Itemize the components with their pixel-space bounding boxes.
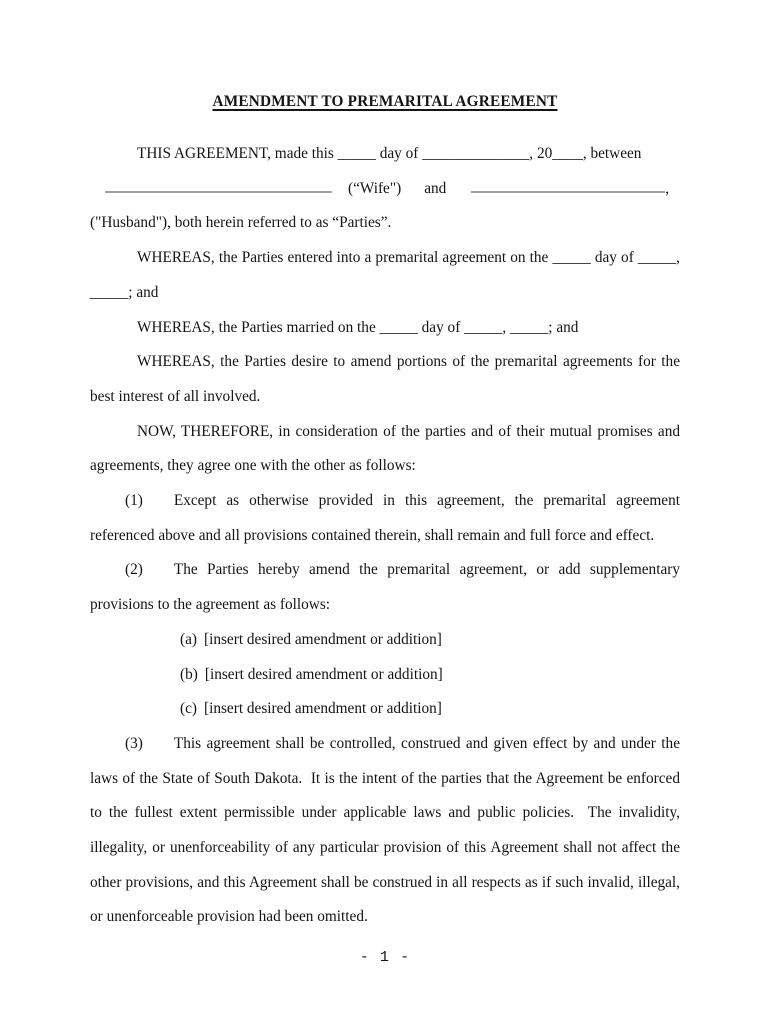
document-body	[90, 137, 680, 935]
page-number: - 1 -	[359, 948, 411, 967]
sub-item-c-letter: (c)	[180, 700, 197, 718]
clause-2	[90, 553, 680, 622]
sub-item-c	[90, 692, 680, 727]
now-therefore-paragraph: NOW, THEREFORE, in consideration of the parties and of their mutual promises and agreements, they agree one with the other as follows:	[90, 422, 680, 475]
sub-item-c-text: [insert desired amendment or addition]	[203, 700, 442, 718]
names-line-comma: ,	[665, 179, 670, 197]
intro-line-1: THIS AGREEMENT, made this _____ day of ______________, 20____, between	[137, 145, 642, 162]
sub-item-b-letter: (b)	[180, 665, 198, 683]
and-word: and	[424, 179, 447, 197]
sub-item-b-text: [insert desired amendment or addition]	[204, 665, 443, 683]
sub-item-b	[90, 658, 680, 693]
clause-2-number: (2)	[125, 561, 143, 579]
recital-desire-to-amend: WHEREAS, the Parties desire to amend portions of the premarital agreements for the best interest of all involved.	[90, 353, 680, 405]
sub-item-a-letter: (a)	[180, 630, 197, 648]
recital-married: WHEREAS, the Parties married on the _____ day of _____, _____; and	[137, 318, 579, 336]
clause-3	[90, 727, 680, 935]
wife-name-blank	[105, 177, 332, 193]
sub-item-a-text: [insert desired amendment or addition]	[203, 630, 442, 648]
page-title	[0, 92, 770, 112]
clause-1-text: Except as otherwise provided in this agreement, the premarital agreement referenced above and all provisions contained therein, shall remain and full force and effect.	[90, 492, 680, 544]
clause-3-text: This agreement shall be controlled, construed and given effect by and under the laws of the State of South Dakota. It is the intent of the parties that the Agreement be enforced to the fullest extent permissible under applicable laws and public policies. The invalidity, illegality, or unenforceability of any particular provision of this Agreement shall not affect the other provisions, and this Agreement shall be construed in all respects as if such invalid, illegal, or unenforceable provision had been omitted.	[90, 734, 680, 926]
clause-3-number: (3)	[125, 734, 143, 752]
husband-line: ("Husband"), both herein referred to as “Parties”.	[90, 214, 392, 232]
clause-1-number: (1)	[125, 492, 143, 510]
husband-name-blank	[471, 177, 665, 193]
sub-item-a	[90, 623, 680, 658]
wife-label: (“Wife")	[348, 179, 402, 197]
names-line	[90, 172, 680, 207]
page-title-text: AMENDMENT TO PREMARITAL AGREEMENT	[212, 93, 558, 110]
clause-2-text: The Parties hereby amend the premarital agreement, or add supplementary provisions to the agreement as follows:	[90, 561, 680, 614]
clause-1	[90, 484, 680, 553]
recital-premarital-agreement: WHEREAS, the Parties entered into a premarital agreement on the _____ day of _____, _____; and	[90, 249, 680, 301]
